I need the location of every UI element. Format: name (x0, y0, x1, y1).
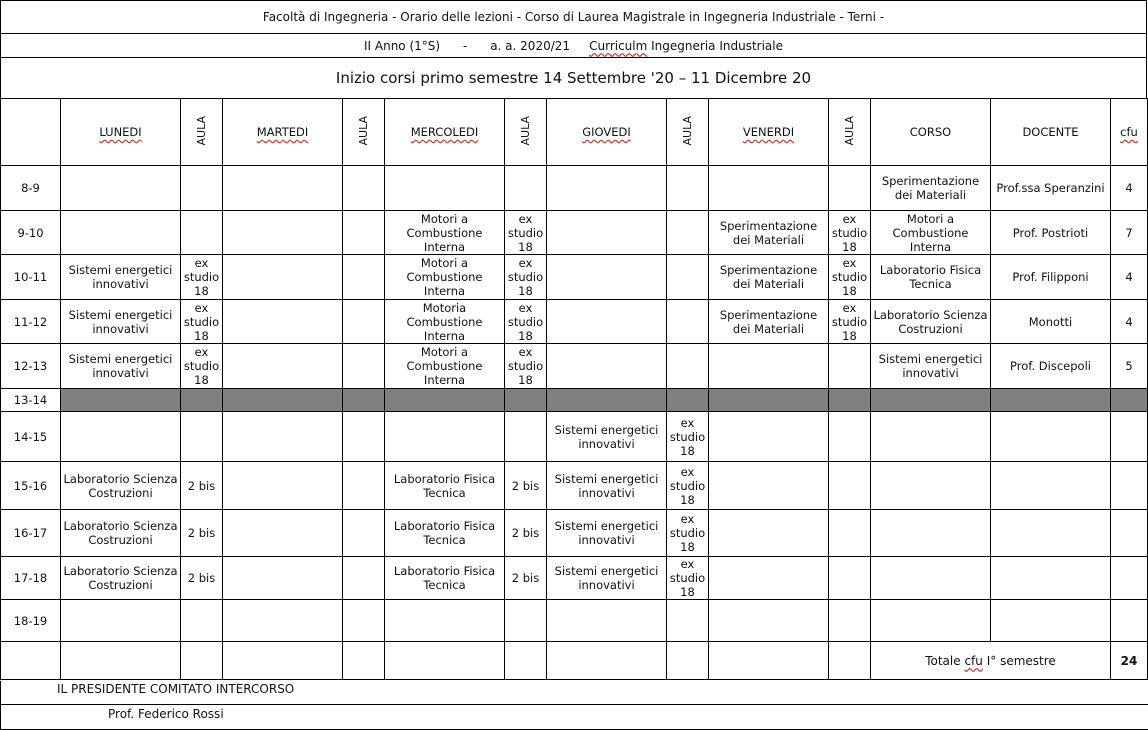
cell-corso (871, 600, 991, 642)
empty-cell (709, 642, 829, 680)
col-header-aula: AULA (343, 99, 385, 166)
cell-martedi-room (343, 510, 385, 557)
cell-mercoledi-course (385, 412, 505, 462)
cell-mercoledi-course: Laboratorio Fisica Tecnica (385, 557, 505, 600)
cell-docente: Prof.ssa Speranzini (991, 166, 1111, 211)
cell-venerdi-room (829, 462, 871, 510)
cell-cfu (1111, 462, 1148, 510)
cell-venerdi-course (709, 166, 829, 211)
cell-cfu: 4 (1111, 166, 1148, 211)
cell-mercoledi-course: Laboratorio Fisica Tecnica (385, 462, 505, 510)
column-header-row (1, 99, 1148, 166)
col-header-mercoledi: MERCOLEDI (385, 99, 505, 166)
cell-cfu: 5 (1111, 344, 1148, 389)
col-header-aula: AULA (667, 99, 709, 166)
time-slot: 15-16 (1, 462, 61, 510)
year-label: II Anno (1°S) (363, 38, 441, 53)
cell-mercoledi-course: Motori a Combustione Interna (385, 211, 505, 255)
cell-martedi-room (343, 255, 385, 300)
cell-docente (991, 389, 1111, 412)
col-header-aula: AULA (181, 99, 223, 166)
cell-martedi-course (223, 300, 343, 344)
time-slot: 9-10 (1, 211, 61, 255)
cell-docente: Prof. Discepoli (991, 344, 1111, 389)
cell-venerdi-course (709, 462, 829, 510)
cell-mercoledi-room (505, 389, 547, 412)
cell-cfu: 4 (1111, 255, 1148, 300)
time-slot: 18-19 (1, 600, 61, 642)
cell-lunedi-room: 2 bis (181, 462, 223, 510)
cell-mercoledi-room (505, 166, 547, 211)
cell-lunedi-course (61, 600, 181, 642)
cell-martedi-course (223, 462, 343, 510)
table-row (1, 557, 1148, 600)
cell-martedi-room (343, 389, 385, 412)
cell-venerdi-course (709, 557, 829, 600)
cell-giovedi-room (667, 344, 709, 389)
cell-giovedi-course (547, 255, 667, 300)
cell-venerdi-course (709, 510, 829, 557)
cell-mercoledi-course (385, 600, 505, 642)
empty-cell (181, 642, 223, 680)
cell-mercoledi-room: ex studio 18 (505, 300, 547, 344)
cell-corso: Sperimentazione dei Materiali (871, 166, 991, 211)
time-slot: 17-18 (1, 557, 61, 600)
cell-mercoledi-course: Laboratorio Fisica Tecnica (385, 510, 505, 557)
empty-cell (667, 642, 709, 680)
cell-giovedi-room (667, 255, 709, 300)
cell-docente: Monotti (991, 300, 1111, 344)
table-row (1, 462, 1148, 510)
empty-cell (1, 642, 61, 680)
cell-martedi-room (343, 344, 385, 389)
cell-mercoledi-room: ex studio 18 (505, 255, 547, 300)
cell-venerdi-room (829, 344, 871, 389)
curriculum-name: Ingegneria Industriale (651, 38, 783, 53)
cell-martedi-room (343, 462, 385, 510)
cell-lunedi-course (61, 166, 181, 211)
empty-cell (385, 642, 505, 680)
cell-lunedi-room: ex studio 18 (181, 300, 223, 344)
cell-cfu (1111, 600, 1148, 642)
header-title-table (0, 0, 1147, 34)
cell-cfu: 4 (1111, 300, 1148, 344)
table-row (1, 344, 1148, 389)
cell-giovedi-course (547, 211, 667, 255)
total-label: Totale cfu I° semestre (871, 642, 1111, 680)
cell-martedi-course (223, 344, 343, 389)
cell-docente: Prof. Postrioti (991, 211, 1111, 255)
cell-corso: Motori a Combustione Interna (871, 211, 991, 255)
cell-martedi-room (343, 300, 385, 344)
cell-mercoledi-course: Motori a Combustione Interna (385, 255, 505, 300)
cell-venerdi-course (709, 344, 829, 389)
cell-martedi-course (223, 211, 343, 255)
col-header-martedi: MARTEDI (223, 99, 343, 166)
empty-cell (505, 642, 547, 680)
cell-venerdi-course (709, 600, 829, 642)
cell-giovedi-course (547, 389, 667, 412)
cell-giovedi-room (667, 389, 709, 412)
col-header-aula: AULA (829, 99, 871, 166)
col-header-venerdi: VENERDI (709, 99, 829, 166)
cell-giovedi-room: ex studio 18 (667, 510, 709, 557)
cell-venerdi-course (709, 412, 829, 462)
cell-venerdi-room (829, 557, 871, 600)
cell-martedi-room (343, 166, 385, 211)
cell-docente: Prof. Filipponi (991, 255, 1111, 300)
cell-venerdi-course (709, 389, 829, 412)
cell-venerdi-room (829, 510, 871, 557)
time-slot: 11-12 (1, 300, 61, 344)
cell-docente (991, 462, 1111, 510)
cell-giovedi-room (667, 166, 709, 211)
cell-martedi-course (223, 600, 343, 642)
cell-martedi-room (343, 600, 385, 642)
cell-mercoledi-room: ex studio 18 (505, 344, 547, 389)
cell-lunedi-course (61, 211, 181, 255)
cell-lunedi-room (181, 389, 223, 412)
cell-corso (871, 510, 991, 557)
cell-lunedi-room: 2 bis (181, 557, 223, 600)
cell-lunedi-room (181, 211, 223, 255)
cell-martedi-room (343, 412, 385, 462)
year-dash: - (462, 38, 468, 53)
total-value: 24 (1111, 642, 1148, 680)
header-year-line (1, 34, 1147, 58)
cell-corso: Laboratorio Scienza Costruzioni (871, 300, 991, 344)
empty-cell (61, 642, 181, 680)
cell-giovedi-room: ex studio 18 (667, 557, 709, 600)
cell-giovedi-room: ex studio 18 (667, 412, 709, 462)
col-header-cfu: cfu (1111, 99, 1148, 166)
cell-lunedi-course: Laboratorio Scienza Costruzioni (61, 510, 181, 557)
cell-giovedi-course (547, 600, 667, 642)
cell-martedi-course (223, 412, 343, 462)
cell-lunedi-room (181, 166, 223, 211)
cell-giovedi-room (667, 300, 709, 344)
cell-lunedi-course: Laboratorio Scienza Costruzioni (61, 462, 181, 510)
cell-lunedi-room (181, 412, 223, 462)
cell-martedi-course (223, 255, 343, 300)
cell-cfu (1111, 510, 1148, 557)
cell-giovedi-room (667, 600, 709, 642)
col-header-lunedi: LUNEDI (61, 99, 181, 166)
cell-giovedi-room (667, 211, 709, 255)
col-header-corso: CORSO (871, 99, 991, 166)
table-row (1, 389, 1148, 412)
cell-giovedi-course (547, 166, 667, 211)
total-row (1, 642, 1148, 680)
cell-docente (991, 412, 1111, 462)
cell-venerdi-room (829, 166, 871, 211)
table-row (1, 510, 1148, 557)
cell-lunedi-room: ex studio 18 (181, 344, 223, 389)
cell-lunedi-course (61, 412, 181, 462)
time-slot: 8-9 (1, 166, 61, 211)
cell-mercoledi-course: Motoria Combustione Interna (385, 300, 505, 344)
time-slot: 12-13 (1, 344, 61, 389)
cell-mercoledi-room: ex studio 18 (505, 211, 547, 255)
table-row (1, 255, 1148, 300)
cell-docente (991, 600, 1111, 642)
cell-venerdi-room: ex studio 18 (829, 255, 871, 300)
cell-mercoledi-course (385, 166, 505, 211)
cell-lunedi-course: Sistemi energetici innovativi (61, 300, 181, 344)
cell-mercoledi-room: 2 bis (505, 557, 547, 600)
header-year-table (0, 33, 1147, 58)
cell-martedi-course (223, 166, 343, 211)
empty-cell (547, 642, 667, 680)
col-header-time (1, 99, 61, 166)
empty-cell (829, 642, 871, 680)
cell-venerdi-course: Sperimentazione dei Materiali (709, 255, 829, 300)
cell-corso (871, 462, 991, 510)
cell-corso (871, 412, 991, 462)
table-row (1, 300, 1148, 344)
cell-lunedi-room: ex studio 18 (181, 255, 223, 300)
cell-mercoledi-course (385, 389, 505, 412)
cell-martedi-room (343, 557, 385, 600)
table-row (1, 412, 1148, 462)
cell-giovedi-room: ex studio 18 (667, 462, 709, 510)
president-title: IL PRESIDENTE COMITATO INTERCORSO (57, 682, 295, 696)
academic-year: a. a. 2020/21 (490, 38, 571, 53)
president-line (0, 681, 1148, 705)
cell-giovedi-course: Sistemi energetici innovativi (547, 412, 667, 462)
cell-mercoledi-course: Motori a Combustione Interna (385, 344, 505, 389)
col-header-giovedi: GIOVEDI (547, 99, 667, 166)
table-row (1, 166, 1148, 211)
header-start-table (0, 57, 1147, 99)
cell-lunedi-course: Laboratorio Scienza Costruzioni (61, 557, 181, 600)
cell-giovedi-course: Sistemi energetici innovativi (547, 557, 667, 600)
col-header-docente: DOCENTE (991, 99, 1111, 166)
cell-mercoledi-room (505, 600, 547, 642)
cell-cfu (1111, 412, 1148, 462)
semester-start: Inizio corsi primo semestre 14 Settembre '20 – 11 Dicembre 20 (1, 58, 1147, 99)
cell-lunedi-course (61, 389, 181, 412)
cell-lunedi-room: 2 bis (181, 510, 223, 557)
cell-cfu (1111, 389, 1148, 412)
time-slot: 14-15 (1, 412, 61, 462)
cell-martedi-course (223, 389, 343, 412)
cell-lunedi-room (181, 600, 223, 642)
cell-lunedi-course: Sistemi energetici innovativi (61, 344, 181, 389)
cell-giovedi-course (547, 344, 667, 389)
cell-giovedi-course (547, 300, 667, 344)
president-name: Prof. Federico Rossi (108, 707, 224, 721)
cell-giovedi-course: Sistemi energetici innovativi (547, 510, 667, 557)
cell-venerdi-room: ex studio 18 (829, 211, 871, 255)
cell-venerdi-course: Sperimentazione dei Materiali (709, 211, 829, 255)
cell-corso: Sistemi energetici innovativi (871, 344, 991, 389)
empty-cell (223, 642, 343, 680)
cell-lunedi-course: Sistemi energetici innovativi (61, 255, 181, 300)
cell-mercoledi-room: 2 bis (505, 510, 547, 557)
cell-venerdi-room: ex studio 18 (829, 300, 871, 344)
timetable-body (1, 166, 1148, 642)
time-slot: 16-17 (1, 510, 61, 557)
cell-corso (871, 557, 991, 600)
cell-mercoledi-room (505, 412, 547, 462)
cell-martedi-course (223, 557, 343, 600)
cell-docente (991, 557, 1111, 600)
cell-venerdi-room (829, 600, 871, 642)
cell-cfu: 7 (1111, 211, 1148, 255)
timetable (0, 98, 1148, 680)
cell-mercoledi-room: 2 bis (505, 462, 547, 510)
signature-line (0, 705, 1148, 730)
empty-cell (343, 642, 385, 680)
header-title: Facoltà di Ingegneria - Orario delle lezioni - Corso di Laurea Magistrale in Ingegneria Industriale - Terni - (1, 1, 1147, 34)
time-slot: 13-14 (1, 389, 61, 412)
col-header-aula: AULA (505, 99, 547, 166)
time-slot: 10-11 (1, 255, 61, 300)
cell-martedi-course (223, 510, 343, 557)
curriculum-word: Curriculm (589, 38, 648, 53)
cell-docente (991, 510, 1111, 557)
table-row (1, 600, 1148, 642)
cell-corso: Laboratorio Fisica Tecnica (871, 255, 991, 300)
cell-venerdi-course: Sperimentazione dei Materiali (709, 300, 829, 344)
cell-venerdi-room (829, 389, 871, 412)
cell-martedi-room (343, 211, 385, 255)
cell-giovedi-course: Sistemi energetici innovativi (547, 462, 667, 510)
cell-corso (871, 389, 991, 412)
table-row (1, 211, 1148, 255)
cell-venerdi-room (829, 412, 871, 462)
cell-cfu (1111, 557, 1148, 600)
